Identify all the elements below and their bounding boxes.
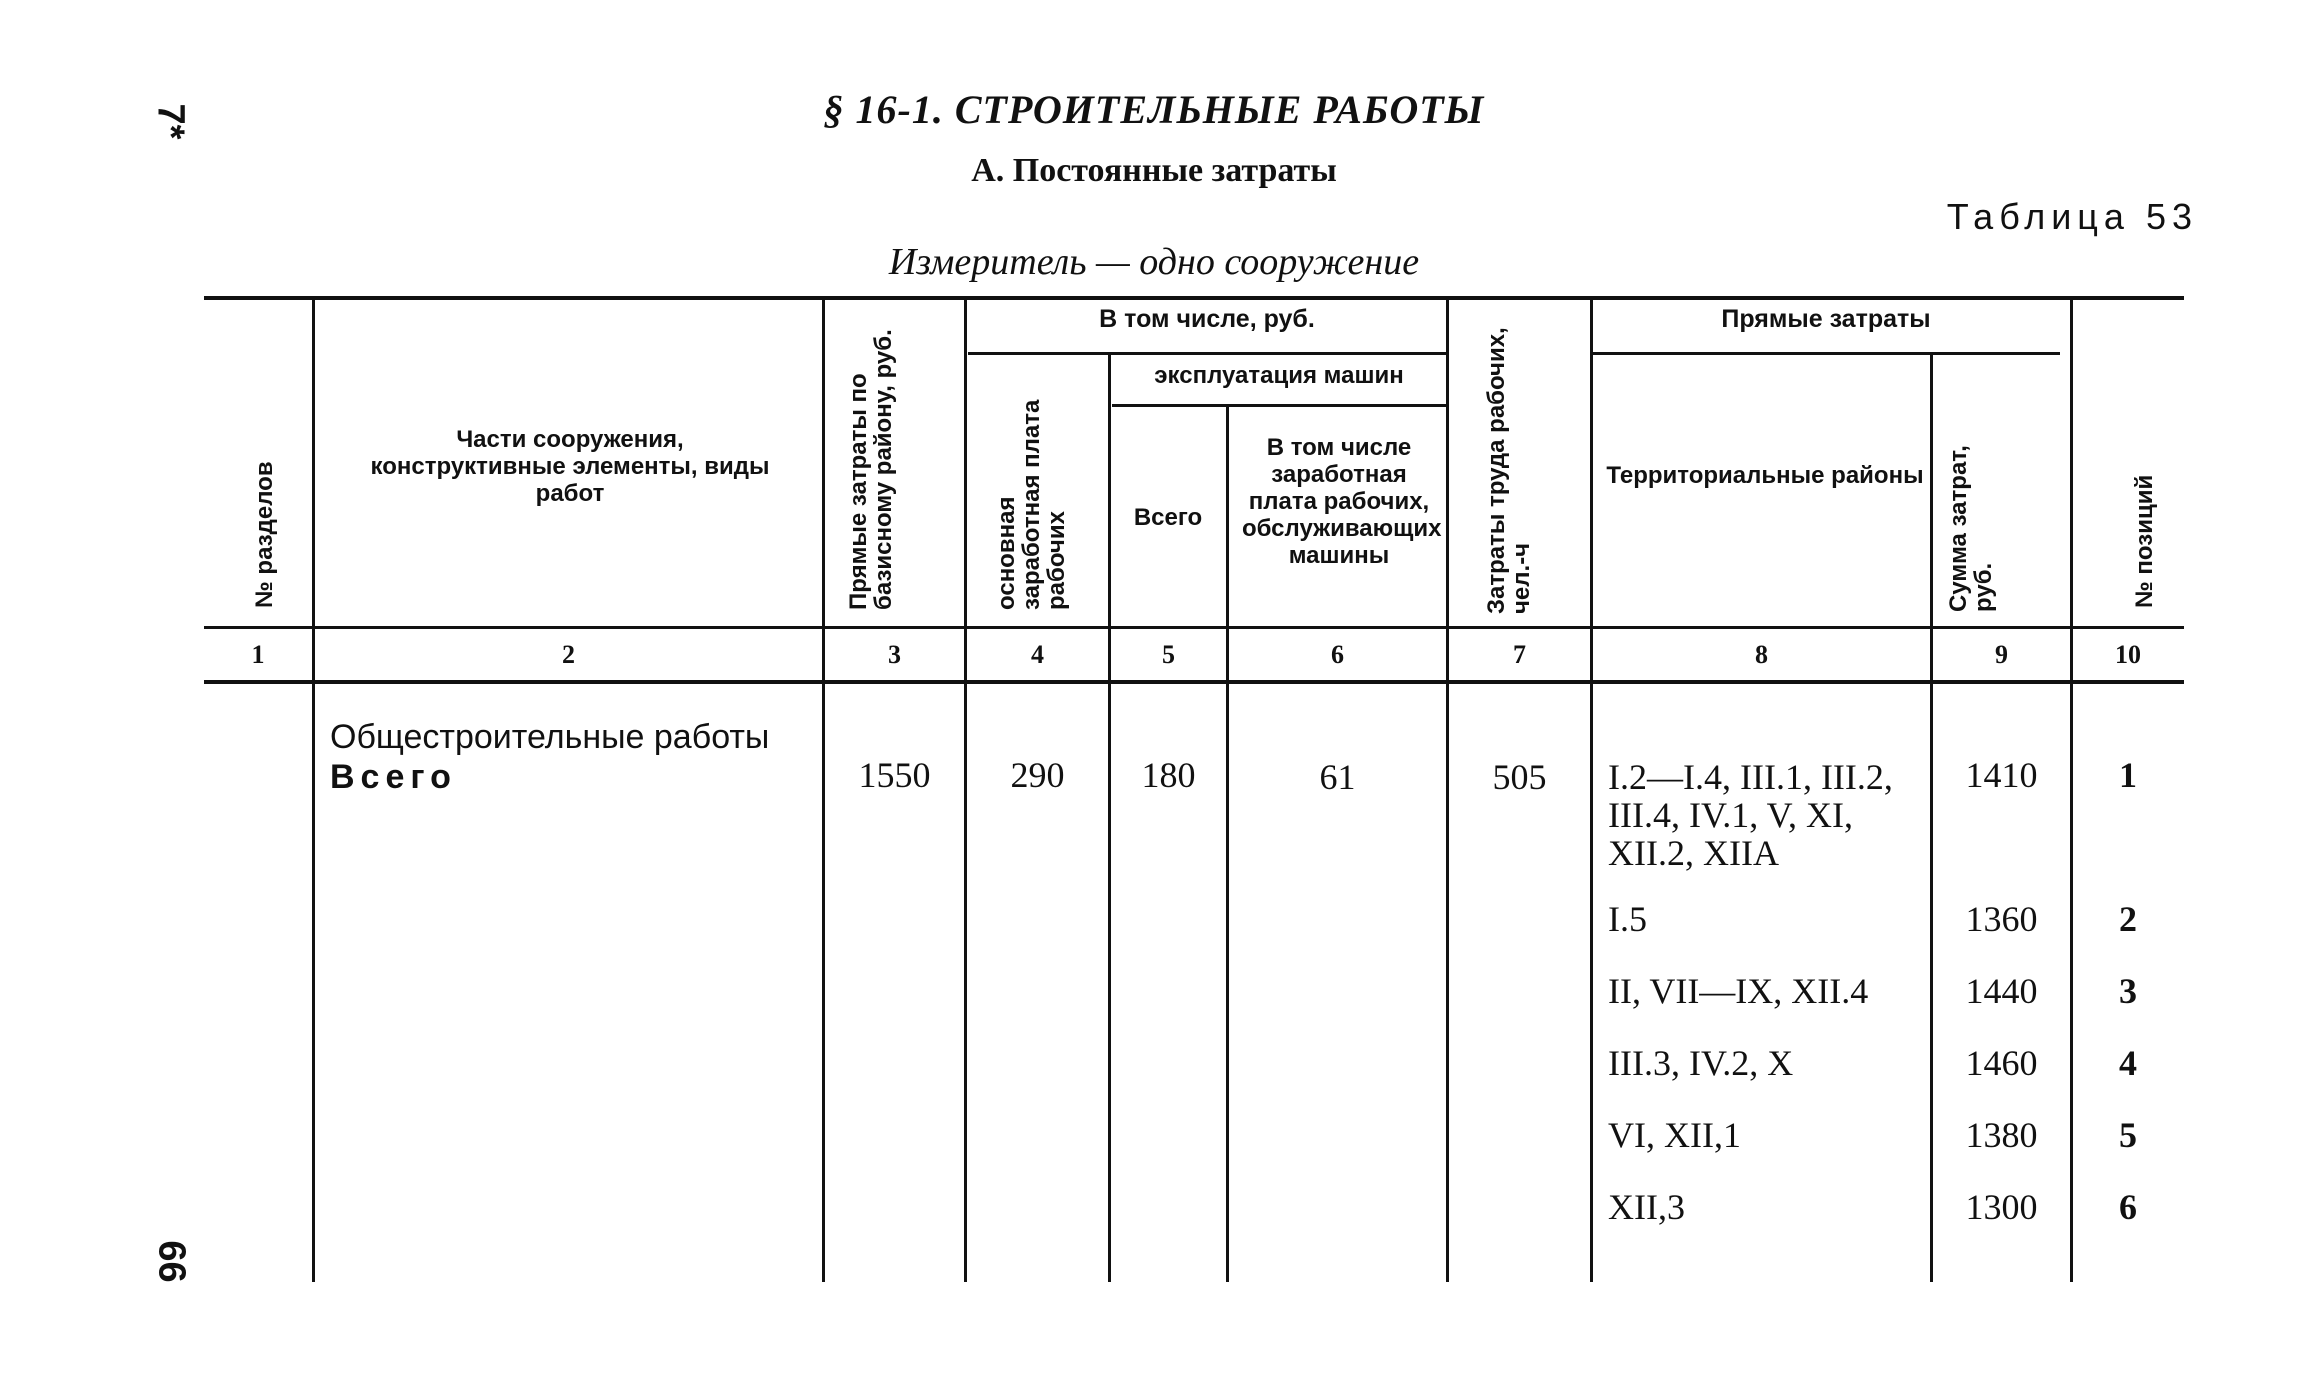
col-header-section-no: № разделов [251,461,278,608]
col-header-direct-costs-base-text: Прямые затраты по базисному району, руб. [845,329,897,610]
page-number-bottom: 66 [150,1240,193,1283]
column-number: 2 [562,640,575,669]
machine-operators-wage-value: 61 [1319,757,1356,797]
position-no-cell: 1 [2119,755,2137,795]
group-header-machines: эксплуатация машин [1154,362,1404,389]
costs-sum-cell: 1440 [1965,971,2038,1011]
column-number: 3 [888,640,901,669]
territorial-districts-cell: II, VII—IX, XII.4 [1608,971,1869,1011]
group-header-direct-costs: Прямые затраты [1721,305,1931,333]
costs-sum-cell: 1410 [1965,755,2038,795]
section-title: § 16-1. СТРОИТЕЛЬНЫЕ РАБОТЫ [823,87,1485,132]
column-number: 8 [1755,640,1768,669]
col-header-machine-operators-wage: В том числе заработная плата рабочих, обслуживающих машины [1242,434,1442,569]
col-header-position-no: № позиций [2131,474,2158,608]
position-no-cell: 6 [2119,1187,2137,1227]
col-header-territorial-districts: Территориальные районы [1606,462,1924,489]
group-header-including: В том числе, руб. [1099,305,1315,333]
col-header-labor-costs-text: Затраты труда рабочих, чел.-ч [1483,327,1535,614]
column-number: 4 [1031,640,1044,669]
col-header-labor-costs [1484,304,1534,614]
direct-costs-base-value: 1550 [858,755,931,795]
column-number: 9 [1995,640,2008,669]
column-number: 7 [1513,640,1526,669]
column-number: 5 [1162,640,1175,669]
subsection-title: А. Постоянные затраты [971,152,1337,189]
costs-sum-cell: 1360 [1965,899,2038,939]
work-name: Общестроительные работы [330,718,770,756]
column-number: 1 [251,640,265,669]
costs-sum-cell: 1300 [1965,1187,2038,1227]
col-header-machines-total: Всего [1133,504,1203,531]
territorial-districts-cell: I.2—I.4, III.1, III.2, III.4, IV.1, V, XI, XII.2, XIIA [1608,757,1893,873]
territorial-districts-cell: III.3, IV.2, X [1608,1043,1794,1083]
costs-sum-cell: 1380 [1965,1115,2038,1155]
column-number: 6 [1331,640,1344,669]
col-header-costs-sum-text: Сумма затрат, руб. [1945,445,1997,612]
total-label: Всего [330,758,457,796]
territorial-districts-cell: I.5 [1608,899,1647,939]
col-header-base-wage-text: основная заработная плата рабочих [993,399,1070,610]
labor-costs-value: 505 [1492,757,1547,797]
position-no-cell: 2 [2119,899,2137,939]
position-no-cell: 3 [2119,971,2137,1011]
measure-unit: Измеритель — одно сооружение [888,241,1420,283]
col-header-direct-costs-base [846,320,896,610]
table-label: Таблица 53 [1946,196,2198,237]
position-no-cell: 5 [2119,1115,2137,1155]
column-number: 10 [2115,640,2141,669]
base-wage-value: 290 [1010,755,1065,795]
page-number-top: 7* [149,103,192,140]
col-header-base-wage [994,380,1069,610]
position-no-cell: 4 [2119,1043,2137,1083]
col-header-costs-sum [1946,412,1996,612]
territorial-districts-cell: VI, XII,1 [1608,1115,1741,1155]
costs-sum-cell: 1460 [1965,1043,2038,1083]
machines-total-value: 180 [1141,755,1196,795]
territorial-districts-cell: XII,3 [1608,1187,1685,1227]
col-header-work-parts: Части сооружения, конструктивные элементы, виды работ [370,426,770,507]
